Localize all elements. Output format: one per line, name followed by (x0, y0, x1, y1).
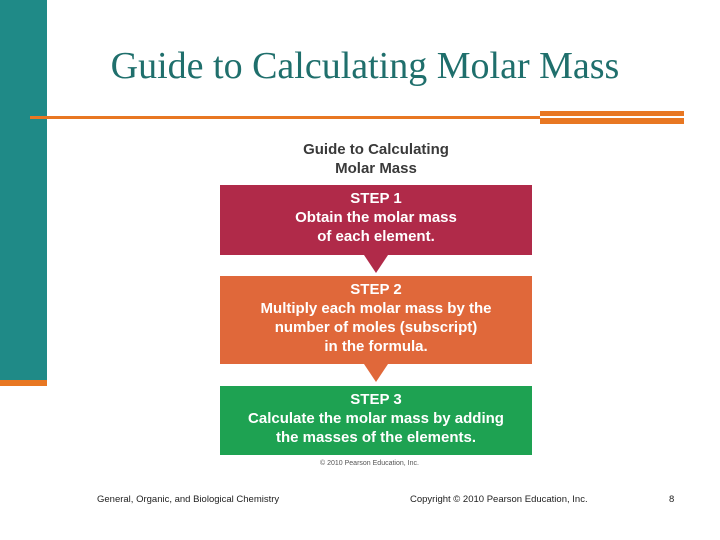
step-3-line-1: Calculate the molar mass by adding (248, 410, 504, 427)
footer-book-title: General, Organic, and Biological Chemistry (97, 494, 280, 505)
step-1-heading: STEP 1 (350, 190, 402, 207)
slide-title: Guide to Calculating Molar Mass (110, 45, 620, 87)
figure-title-line-1: Guide to Calculating (303, 141, 449, 158)
step-2-heading: STEP 2 (350, 281, 402, 298)
figure-title-line-2: Molar Mass (335, 160, 417, 177)
step-3-box (220, 386, 532, 455)
step-3-line-2: the masses of the elements. (275, 429, 477, 446)
step-1-box (220, 185, 532, 255)
title-underline (30, 116, 540, 119)
step-1-line-1: Obtain the molar mass (295, 209, 457, 226)
figure-title (220, 140, 532, 178)
left-decorative-bar (0, 0, 47, 380)
step-2-line-1: Multiply each molar mass by the (260, 300, 492, 317)
step-2-box (220, 276, 532, 364)
step-2-line-2: number of moles (subscript) (274, 319, 478, 336)
step-1-arrow (364, 255, 388, 273)
step-2-line-3: in the formula. (324, 338, 428, 355)
step-1-line-2: of each element. (317, 228, 435, 245)
page-number: 8 (669, 494, 675, 505)
title-underline-accent (540, 111, 684, 124)
footer-copyright: Copyright © 2010 Pearson Education, Inc. (410, 494, 588, 505)
left-accent-bar (0, 380, 47, 386)
figure-copyright: © 2010 Pearson Education, Inc. (320, 460, 419, 467)
step-2-arrow (364, 364, 388, 382)
step-3-heading: STEP 3 (350, 391, 402, 408)
